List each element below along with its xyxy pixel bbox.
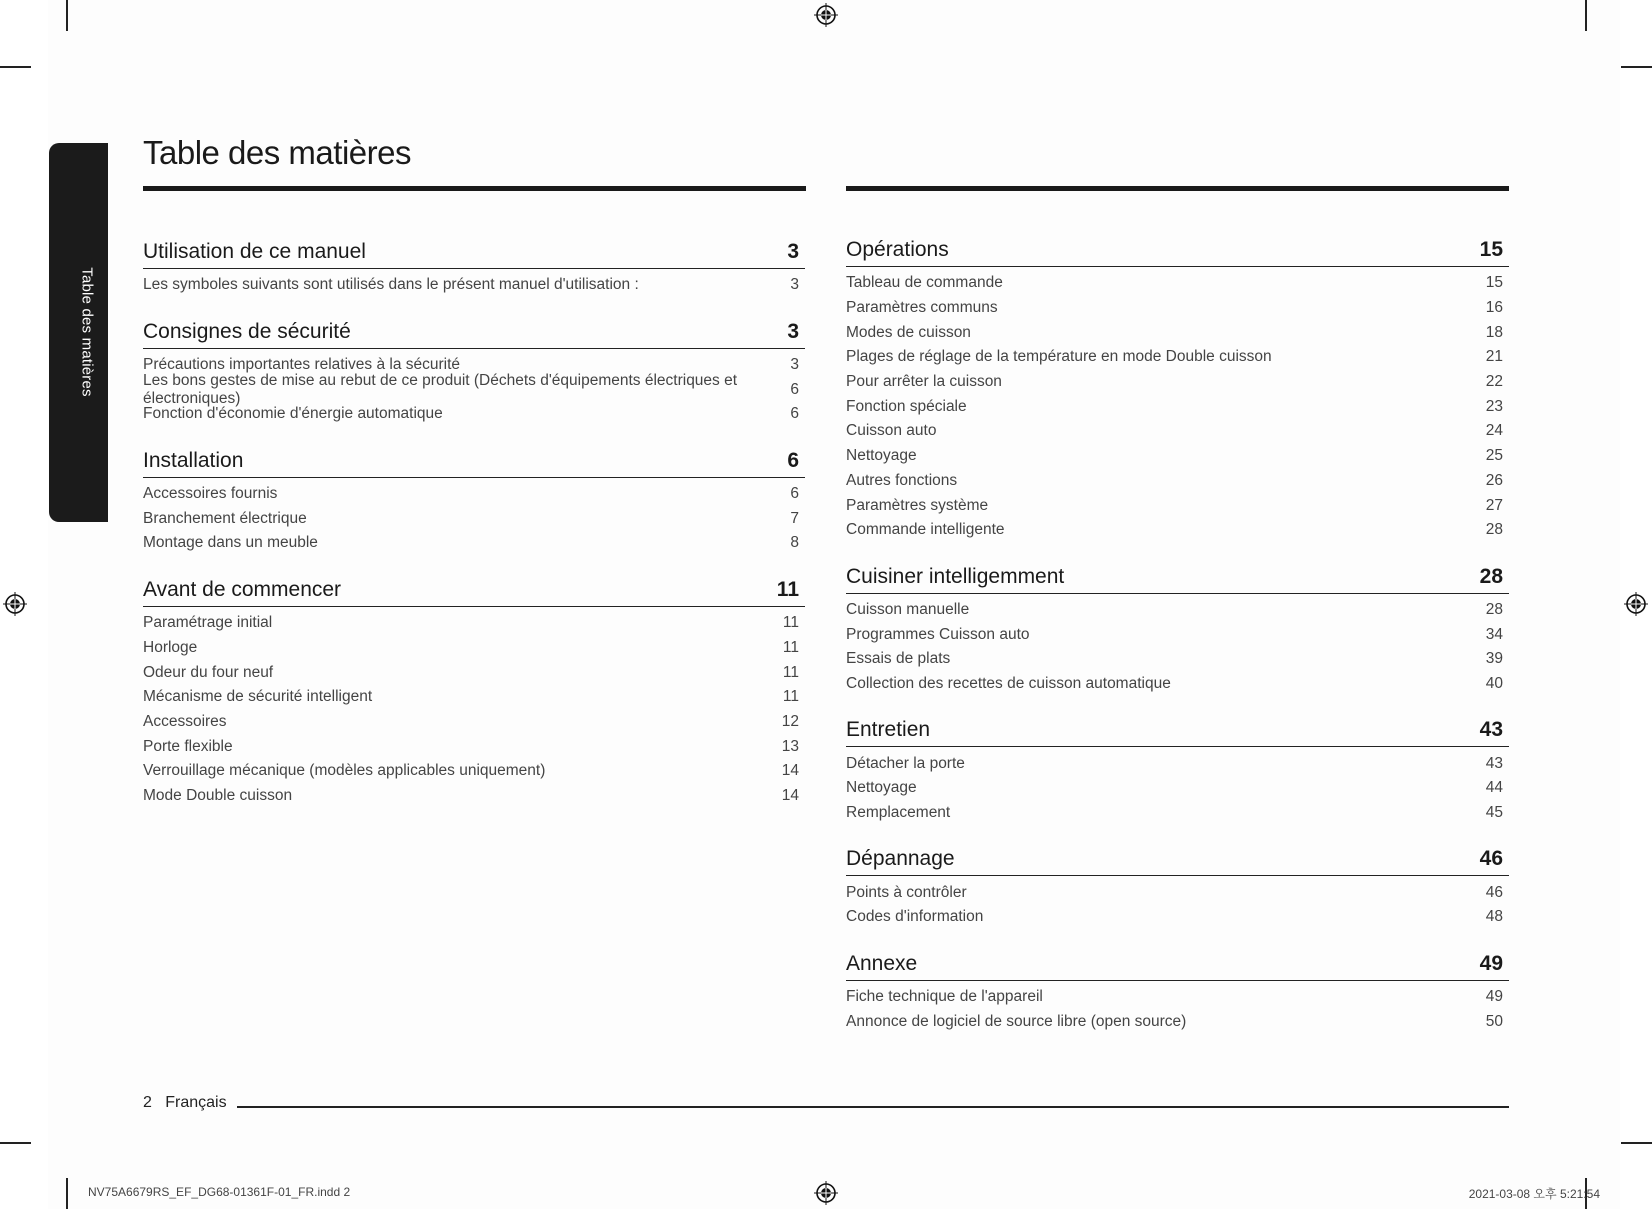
toc-entry-page: 26 (1485, 471, 1503, 489)
toc-entry-label: Branchement électrique (143, 509, 307, 527)
toc-entry-page: 28 (1485, 521, 1503, 539)
toc-entry-page: 3 (790, 276, 799, 294)
toc-entry-list (846, 747, 1509, 825)
toc-entry-page: 14 (781, 762, 799, 780)
toc-entry[interactable] (846, 444, 1509, 469)
toc-entry-label: Nettoyage (846, 779, 917, 797)
toc-entry-label: Points à contrôler (846, 883, 967, 901)
toc-entry-page: 50 (1485, 1012, 1503, 1030)
toc-entry[interactable] (846, 320, 1509, 345)
toc-entry-page: 11 (782, 663, 799, 681)
toc-entry-page: 40 (1485, 674, 1503, 692)
toc-entry-page: 49 (1485, 988, 1503, 1006)
toc-entry-page: 43 (1485, 754, 1503, 772)
crop-mark (66, 0, 68, 31)
toc-entry-label: Paramétrage initial (143, 614, 273, 632)
toc-entry[interactable] (846, 801, 1509, 826)
toc-entry-page: 7 (790, 509, 799, 527)
toc-entry-page: 28 (1485, 600, 1503, 618)
toc-entry-page: 15 (1485, 274, 1503, 292)
toc-entry-list (143, 269, 805, 298)
toc-entry-page: 11 (782, 614, 799, 632)
toc-section (143, 238, 805, 298)
toc-section (846, 845, 1509, 929)
toc-section-heading[interactable] (143, 447, 805, 478)
toc-entry-label: Autres fonctions (846, 471, 958, 489)
crop-mark (0, 66, 31, 68)
toc-section-heading[interactable] (846, 950, 1509, 981)
toc-entry-label: Verrouillage mécanique (modèles applicables uniquement) (143, 762, 546, 780)
page-footer (143, 1094, 227, 1112)
toc-entry-page: 18 (1485, 323, 1503, 341)
toc-entry-page: 21 (1485, 348, 1503, 366)
toc-entry-label: Annonce de logiciel de source libre (open source) (846, 1012, 1187, 1030)
toc-section-page: 3 (787, 240, 799, 263)
toc-entry[interactable] (143, 784, 805, 809)
toc-entry[interactable] (143, 636, 805, 661)
toc-entry-label: Paramètres communs (846, 299, 998, 317)
toc-section (846, 716, 1509, 825)
toc-entry-page: 11 (782, 638, 799, 656)
toc-entry-label: Nettoyage (846, 447, 917, 465)
toc-entry-page: 34 (1485, 625, 1503, 643)
toc-section-page: 28 (1479, 564, 1503, 588)
toc-entry-label: Commande intelligente (846, 521, 1005, 539)
toc-entry[interactable] (143, 273, 805, 298)
toc-section-title: Opérations (846, 238, 949, 261)
toc-entry[interactable] (143, 660, 805, 685)
print-slug-timestamp: 2021-03-08 오후 5:21:54 (1468, 1187, 1600, 1201)
toc-entry[interactable] (846, 672, 1509, 697)
toc-entry[interactable] (143, 685, 805, 710)
toc-entry[interactable] (143, 506, 805, 531)
toc-entry-page: 25 (1485, 447, 1503, 465)
toc-entry-page: 13 (781, 737, 799, 755)
toc-entry[interactable] (846, 296, 1509, 321)
toc-entry[interactable] (846, 518, 1509, 543)
toc-entry-label: Mode Double cuisson (143, 786, 293, 804)
toc-section-page: 15 (1479, 238, 1503, 261)
toc-entry-label: Essais de plats (846, 650, 951, 668)
footer-rule (237, 1106, 1509, 1108)
toc-entry-page: 16 (1485, 299, 1503, 317)
toc-entry-page: 27 (1485, 496, 1503, 514)
toc-section (143, 576, 805, 809)
toc-entry-label: Remplacement (846, 804, 951, 822)
toc-entry[interactable] (846, 598, 1509, 623)
page-number: 2 (143, 1094, 152, 1111)
toc-section-title: Avant de commencer (143, 577, 342, 601)
toc-entry-page: 39 (1485, 650, 1503, 668)
toc-entry-label: Cuisson auto (846, 422, 937, 440)
toc-entry-page: 23 (1485, 397, 1503, 415)
toc-entry-list (143, 478, 805, 556)
toc-entry-list (143, 607, 805, 809)
toc-entry-label: Fiche technique de l'appareil (846, 988, 1043, 1006)
toc-entry-page: 6 (790, 380, 799, 398)
toc-entry-label: Fonction spéciale (846, 397, 967, 415)
toc-entry-list (846, 876, 1509, 929)
toc-entry-label: Les symboles suivants sont utilisés dans le présent manuel d'utilisation : (143, 276, 639, 294)
crop-mark (1621, 66, 1652, 68)
toc-section-page: 49 (1479, 951, 1503, 975)
toc-entry[interactable] (846, 647, 1509, 672)
toc-entry-page: 6 (790, 485, 799, 503)
page-title: Table des matières (143, 134, 411, 171)
toc-entry[interactable] (846, 370, 1509, 395)
toc-entry[interactable] (846, 419, 1509, 444)
toc-entry-list (143, 349, 805, 427)
toc-section-title: Dépannage (846, 847, 955, 871)
toc-entry[interactable] (846, 493, 1509, 518)
toc-entry[interactable] (846, 345, 1509, 370)
print-slug-file: NV75A6679RS_EF_DG68-01361F-01_FR.indd 2 (88, 1185, 351, 1199)
toc-entry-label: Accessoires (143, 712, 227, 730)
toc-entry-page: 22 (1485, 373, 1503, 391)
registration-mark-icon (814, 3, 838, 27)
toc-entry[interactable] (846, 751, 1509, 776)
toc-entry-page: 14 (781, 786, 799, 804)
toc-entry[interactable] (846, 469, 1509, 494)
toc-entry-page: 3 (790, 356, 799, 374)
page-language: Français (165, 1094, 227, 1111)
toc-entry-label: Les bons gestes de mise au rebut de ce produit (Déchets d'équipements électriques et électroniques) (143, 371, 738, 407)
toc-entry-label: Porte flexible (143, 737, 233, 755)
toc-entry-page: 12 (781, 712, 799, 730)
toc-entry[interactable] (143, 531, 805, 556)
toc-entry[interactable] (143, 734, 805, 759)
toc-entry-label: Collection des recettes de cuisson automatique (846, 674, 1171, 692)
toc-entry-label: Programmes Cuisson auto (846, 625, 1030, 643)
toc-section (846, 236, 1509, 543)
toc-section-title: Entretien (846, 718, 931, 742)
toc-entry-label: Horloge (143, 638, 198, 656)
toc-entry[interactable] (846, 776, 1509, 801)
toc-entry[interactable] (143, 611, 805, 636)
registration-mark-icon (814, 1181, 838, 1205)
toc-section (143, 318, 805, 427)
toc-entry[interactable] (846, 905, 1509, 930)
title-rule-right (846, 186, 1509, 191)
toc-section-page: 11 (776, 577, 799, 601)
toc-section-page: 6 (787, 448, 799, 472)
toc-entry[interactable] (143, 759, 805, 784)
registration-mark-icon (3, 592, 27, 616)
toc-section-heading[interactable] (143, 576, 805, 607)
toc-entry-page: 46 (1485, 883, 1503, 901)
toc-entry[interactable] (846, 985, 1509, 1010)
toc-section-title: Annexe (846, 951, 918, 975)
toc-right-column (846, 236, 1509, 1054)
toc-section-page: 46 (1479, 847, 1503, 871)
toc-entry-label: Codes d'information (846, 908, 984, 926)
toc-entry-label: Fonction d'économie d'énergie automatique (143, 405, 443, 423)
toc-entry-list (846, 981, 1509, 1034)
toc-section-page: 3 (787, 319, 799, 343)
toc-entry[interactable] (143, 371, 805, 407)
toc-entry-page: 48 (1485, 908, 1503, 926)
toc-entry[interactable] (846, 271, 1509, 296)
toc-section (846, 563, 1509, 697)
side-tab-label: Table des matières (78, 267, 96, 397)
toc-entry[interactable] (143, 482, 805, 507)
toc-entry-page: 44 (1485, 779, 1503, 797)
toc-section-title: Consignes de sécurité (143, 319, 351, 343)
toc-entry[interactable] (143, 710, 805, 735)
toc-entry-page: 11 (782, 688, 799, 706)
toc-entry[interactable] (846, 1009, 1509, 1034)
toc-left-column (143, 238, 805, 828)
toc-entry-label: Détacher la porte (846, 754, 965, 772)
toc-entry-page: 24 (1485, 422, 1503, 440)
toc-entry[interactable] (846, 880, 1509, 905)
toc-section-heading[interactable] (143, 318, 805, 349)
toc-section-heading[interactable] (846, 236, 1509, 267)
toc-entry[interactable] (846, 622, 1509, 647)
crop-mark (1585, 0, 1587, 31)
toc-entry-label: Tableau de commande (846, 274, 1003, 292)
toc-entry-label: Mécanisme de sécurité intelligent (143, 688, 373, 706)
toc-entry-page: 45 (1485, 804, 1503, 822)
toc-entry-label: Modes de cuisson (846, 323, 971, 341)
toc-section-title: Utilisation de ce manuel (143, 240, 366, 263)
toc-entry-label: Paramètres système (846, 496, 989, 514)
crop-mark (66, 1178, 68, 1209)
toc-section-heading[interactable] (846, 716, 1509, 747)
toc-section (143, 447, 805, 556)
toc-section-page: 43 (1479, 718, 1503, 742)
crop-mark (1621, 1142, 1652, 1144)
crop-mark (0, 1142, 31, 1144)
toc-entry-label: Odeur du four neuf (143, 663, 274, 681)
toc-entry-label: Accessoires fournis (143, 485, 278, 503)
toc-entry-label: Pour arrêter la cuisson (846, 373, 1002, 391)
toc-entry-page: 8 (790, 534, 799, 552)
toc-entry-label: Montage dans un meuble (143, 534, 318, 552)
toc-section-heading[interactable] (143, 238, 805, 269)
toc-section-title: Installation (143, 448, 244, 472)
toc-entry[interactable] (846, 394, 1509, 419)
toc-section-title: Cuisiner intelligemment (846, 564, 1065, 588)
toc-entry-page: 6 (790, 405, 799, 423)
toc-entry-label: Précautions importantes relatives à la sécurité (143, 356, 461, 374)
registration-mark-icon (1624, 592, 1648, 616)
toc-section (846, 950, 1509, 1034)
title-rule-left (143, 186, 806, 191)
toc-entry-list (846, 594, 1509, 697)
toc-entry-list (846, 267, 1509, 543)
toc-section-heading[interactable] (846, 845, 1509, 876)
toc-entry-label: Cuisson manuelle (846, 600, 970, 618)
toc-entry-label: Plages de réglage de la température en mode Double cuisson (846, 348, 1272, 366)
toc-section-heading[interactable] (846, 563, 1509, 594)
